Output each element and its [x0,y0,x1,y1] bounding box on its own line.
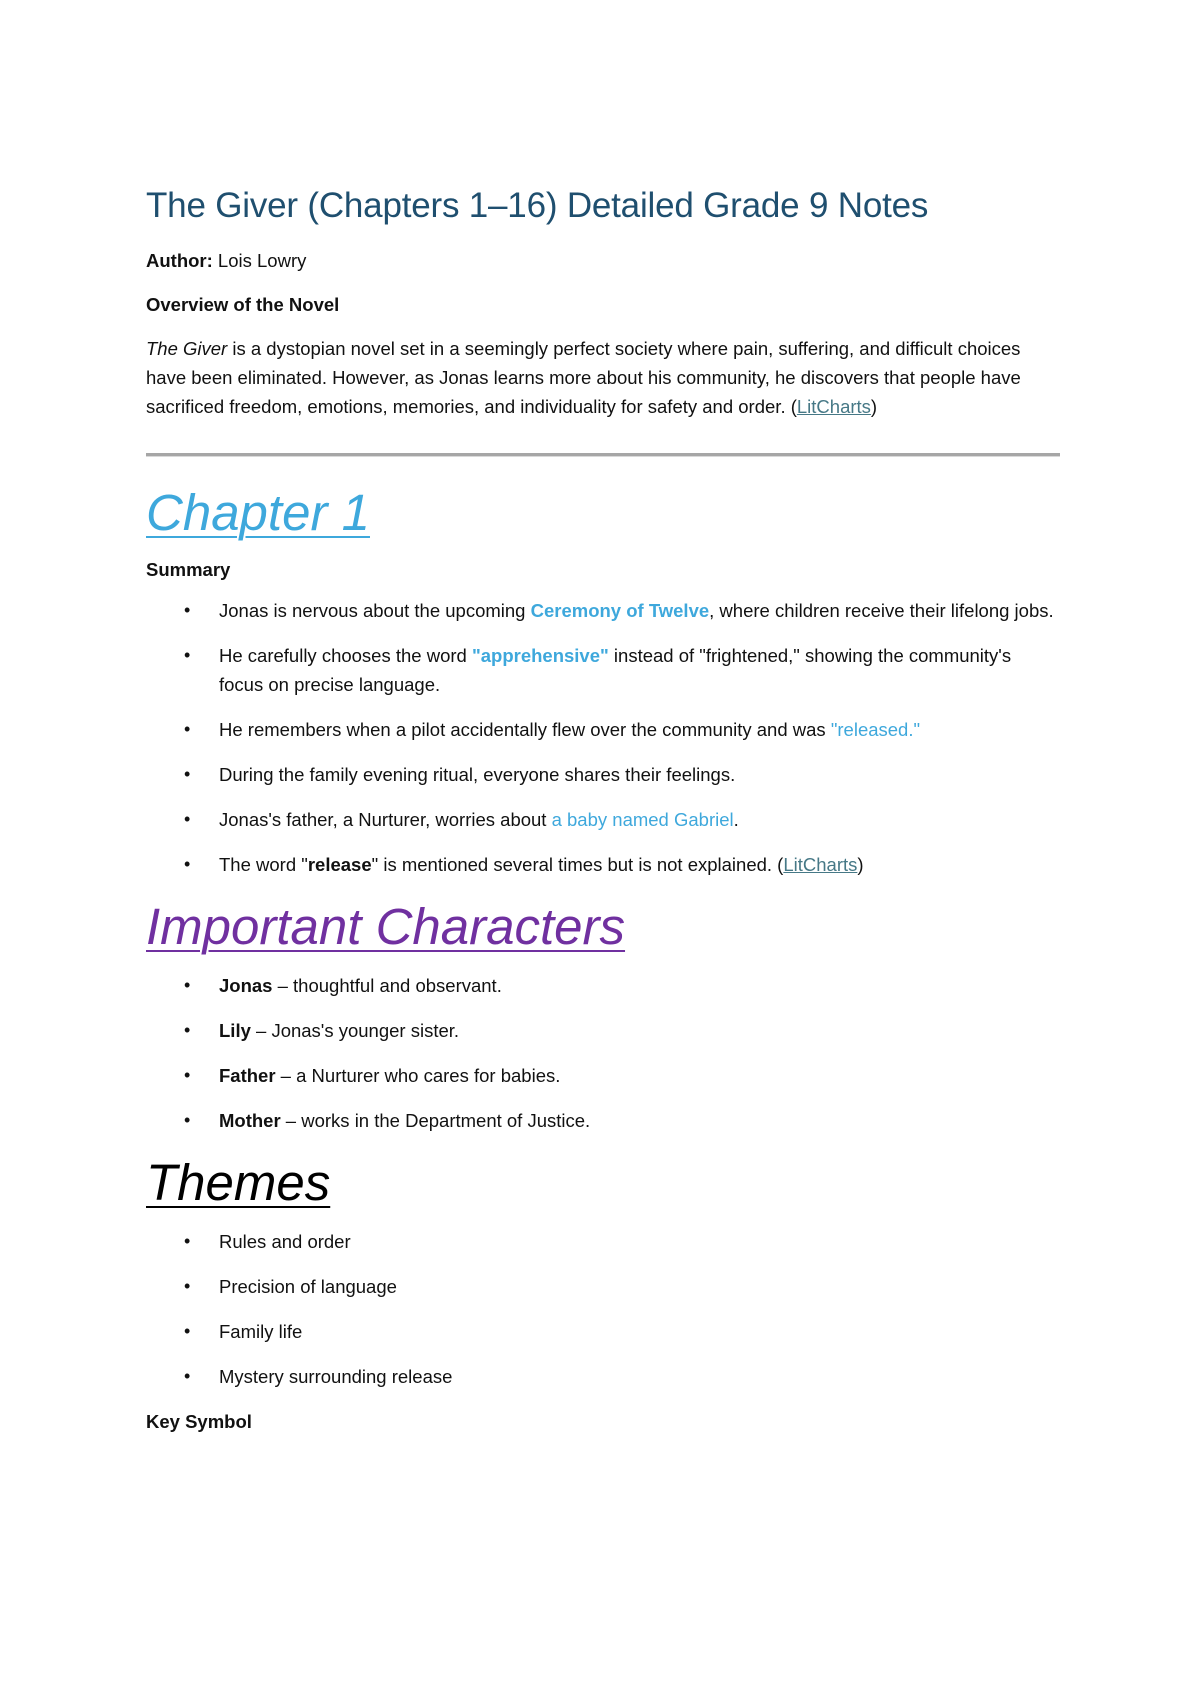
horizontal-divider [146,453,1060,457]
highlight-term: Ceremony of Twelve [530,600,710,621]
book-title: The Giver [146,338,228,359]
character-item [146,1016,1060,1045]
key-symbol-label: Key Symbol [146,1411,252,1432]
character-item [146,971,1060,1000]
overview-close: ) [870,396,878,417]
character-desc: – a Nurturer who cares for babies. [275,1065,561,1086]
item-text: The word " [219,854,308,875]
summary-label: Summary [146,559,231,580]
highlight-term: "apprehensive" [471,645,609,666]
theme-item: • Rules and order [146,1227,1060,1256]
item-text: During the family evening ritual, everyone shares their feelings. [219,764,736,785]
theme-item: • Mystery surrounding release [146,1362,1060,1391]
theme-item: • Family life [146,1317,1060,1346]
item-text: He remembers when a pilot accidentally flew over the community and was [219,719,831,740]
list-item [146,596,1060,625]
overview-paragraph [146,334,1060,421]
themes-heading: Themes [146,1154,331,1211]
summary-list [146,596,1060,879]
character-name: Mother [219,1110,281,1131]
list-item [146,641,1060,699]
character-name: Lily [219,1020,251,1041]
overview-heading: Overview of the Novel [146,294,340,315]
character-desc: – thoughtful and observant. [272,975,502,996]
overview-text: is a dystopian novel set in a seemingly perfect society where pain, suffering, and difficult choices have been eliminated. However, as Jonas learns more about his community, he discovers that people have sacrificed freedom, emotions, memories, and individuality for safety and order. ( [146,338,1021,417]
character-desc: – works in the Department of Justice. [280,1110,591,1131]
characters-list [146,971,1060,1135]
themes-list [146,1227,1060,1391]
author-name: Lois Lowry [212,250,307,271]
list-item [146,715,1060,744]
bold-term: release [307,854,372,875]
list-item [146,850,1060,879]
author-label: Author: [146,250,213,271]
theme-item: • Precision of language [146,1272,1060,1301]
item-text: ) [857,854,864,875]
character-desc: – Jonas's younger sister. [250,1020,460,1041]
item-text: . [733,809,739,830]
highlight-term: "released." [830,719,921,740]
item-text: , where children receive their lifelong jobs. [709,600,1054,621]
item-text: Jonas's father, a Nurturer, worries about [219,809,552,830]
character-name: Jonas [219,975,273,996]
litcharts-link[interactable]: LitCharts [783,854,858,875]
list-item [146,805,1060,834]
character-name: Father [219,1065,276,1086]
item-text: Jonas is nervous about the upcoming [219,600,531,621]
chapter-1-heading: Chapter 1 [146,484,370,541]
highlight-term: a baby named Gabriel [551,809,734,830]
item-text: He carefully chooses the word [219,645,472,666]
document-title: The Giver (Chapters 1–16) Detailed Grade 9 Notes [146,186,929,225]
item-text: " is mentioned several times but is not explained. ( [371,854,784,875]
character-item [146,1061,1060,1090]
litcharts-link[interactable]: LitCharts [796,396,871,417]
characters-heading: Important Characters [146,898,626,955]
item-text: instead of "frightened," showing the community's focus on precise language. [219,645,1012,695]
character-item [146,1106,1060,1135]
author-line [146,246,1060,275]
list-item [146,760,1060,789]
